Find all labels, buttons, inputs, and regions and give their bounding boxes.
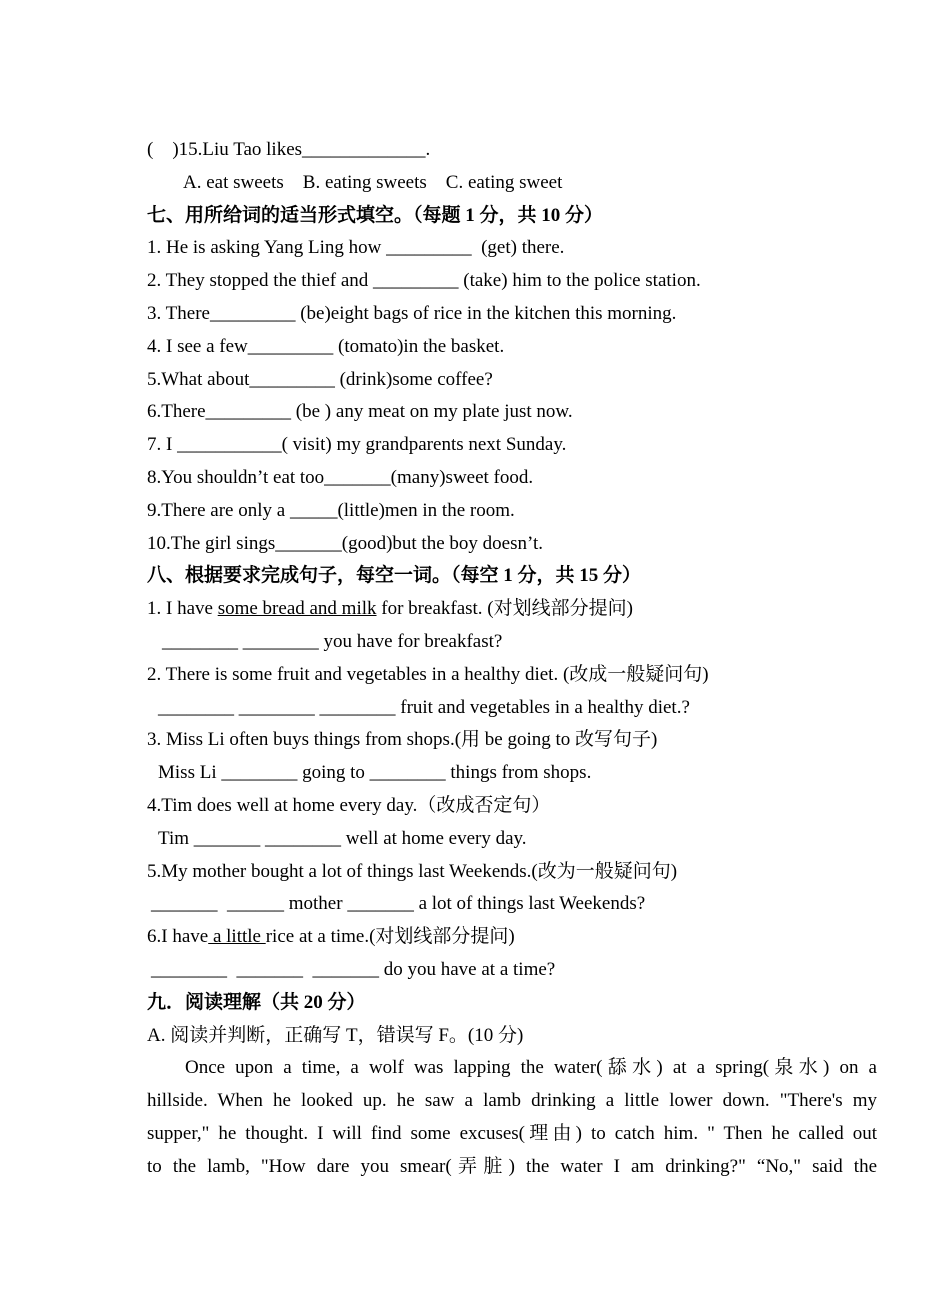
section-7-item-7: 7. I ___________( visit) my grandparents next Sunday. xyxy=(147,434,567,456)
q1-underlined-phrase: some bread and milk xyxy=(217,598,377,620)
section-8-question-5: 5.My mother bought a lot of things last Weekends.(改为一般疑问句) xyxy=(147,860,678,882)
passage-line-2: hillside. When he looked up. he saw a lamb drinking a little lower down. "There's my xyxy=(147,1090,877,1112)
section-8-answer-3: Miss Li ________ going to ________ things from shops. xyxy=(158,762,592,784)
section-7-item-3: 3. There_________ (be)eight bags of rice in the kitchen this morning. xyxy=(147,302,677,324)
section-7-item-4: 4. I see a few_________ (tomato)in the basket. xyxy=(147,335,505,357)
section-9-part-a-instructions: A. 阅读并判断，正确写 T，错误写 F。(10 分) xyxy=(147,1024,524,1046)
section-8-question-2: 2. There is some fruit and vegetables in a healthy diet. (改成一般疑问句) xyxy=(147,663,709,685)
section-7-heading: 七、用所给词的适当形式填空。（每题 1 分，共 10 分） xyxy=(147,204,604,226)
question-15-options: A. eat sweets B. eating sweets C. eating sweet xyxy=(183,171,563,193)
section-9-heading: 九．阅读理解（共 20 分） xyxy=(147,991,366,1013)
section-8-answer-2: ________ ________ ________ fruit and vegetables in a healthy diet.? xyxy=(158,696,690,718)
section-8-question-3: 3. Miss Li often buys things from shops.(用 be going to 改写句子) xyxy=(147,729,658,751)
passage-line-1: Once upon a time, a wolf was lapping the water(舔水) at a spring(泉水) on a xyxy=(185,1057,877,1079)
q6-pre: 6.I have xyxy=(147,926,209,948)
exam-content xyxy=(147,134,877,1184)
q1-pre: 1. I have xyxy=(147,598,218,620)
section-8-answer-4: Tim _______ ________ well at home every day. xyxy=(158,827,527,849)
q1-post: for breakfast. (对划线部分提问) xyxy=(376,598,633,620)
section-7-item-10: 10.The girl sings_______(good)but the boy doesn’t. xyxy=(147,532,543,554)
section-7-item-9: 9.There are only a _____(little)men in the room. xyxy=(147,499,515,521)
section-7-item-5: 5.What about_________ (drink)some coffee? xyxy=(147,368,493,390)
passage-line-4: to the lamb, "How dare you smear(弄脏) the water I am drinking?" “No," said the xyxy=(147,1155,877,1177)
section-8-answer-1: ________ ________ you have for breakfast? xyxy=(162,630,503,652)
section-7-item-6: 6.There_________ (be ) any meat on my plate just now. xyxy=(147,401,573,423)
section-8-answer-6: ________ _______ _______ do you have at a time? xyxy=(151,958,556,980)
q6-underlined-phrase: a little xyxy=(208,926,266,948)
section-8-answer-5: _______ ______ mother _______ a lot of things last Weekends? xyxy=(151,893,646,915)
section-8-question-1 xyxy=(147,593,877,626)
section-7-item-8: 8.You shouldn’t eat too_______(many)sweet food. xyxy=(147,466,534,488)
section-8-heading: 八、根据要求完成句子，每空一词。（每空 1 分，共 15 分） xyxy=(147,565,642,587)
question-15-stem: ( )15.Liu Tao likes_____________. xyxy=(147,139,431,160)
section-7-item-2: 2. They stopped the thief and _________ (take) him to the police station. xyxy=(147,270,701,292)
section-7-item-1: 1. He is asking Yang Ling how _________ (get) there. xyxy=(147,237,565,259)
passage-line-3: supper," he thought. I will find some excuses(理由) to catch him. " Then he called out xyxy=(147,1122,877,1144)
q6-post: rice at a time.(对划线部分提问) xyxy=(265,926,515,948)
section-8-question-6 xyxy=(147,921,877,954)
section-8-question-4: 4.Tim does well at home every day.（改成否定句） xyxy=(147,794,551,816)
